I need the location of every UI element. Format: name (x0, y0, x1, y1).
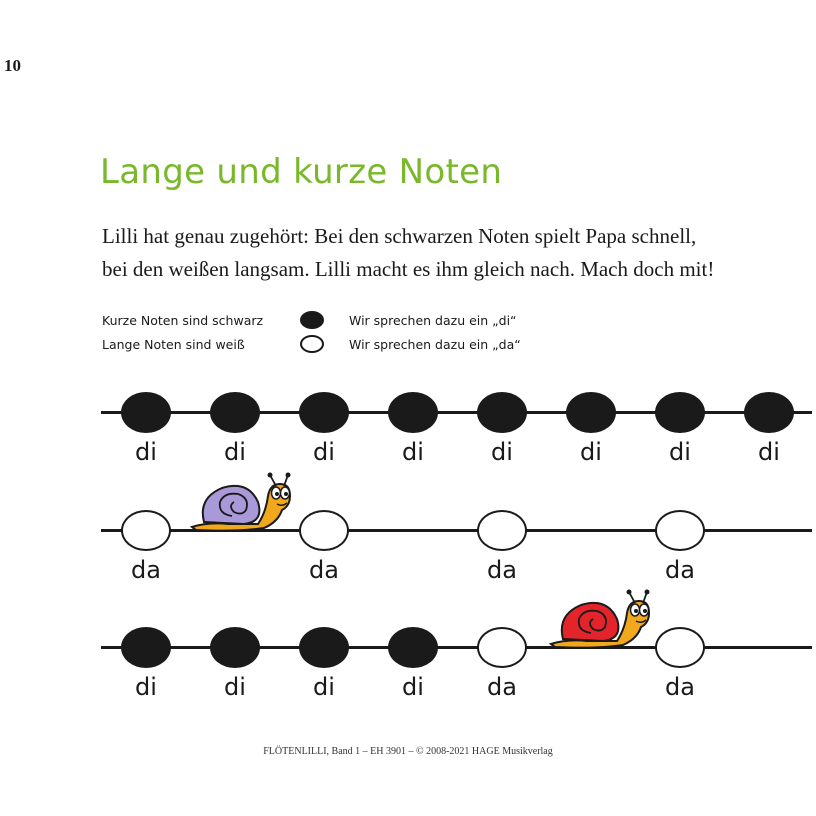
note-long (655, 510, 705, 551)
note-syllable: di (580, 438, 602, 466)
intro-text (102, 220, 802, 286)
note-syllable: di (669, 438, 691, 466)
note-short (388, 627, 438, 668)
snail-antenna-tip (286, 473, 291, 478)
note-long (477, 510, 527, 551)
note-long (477, 627, 527, 668)
snail-antenna-tip (627, 590, 632, 595)
legend-label: Lange Noten sind weiß (102, 337, 245, 352)
intro-line: Lilli hat genau zugehört: Bei den schwarzen Noten spielt Papa schnell, (102, 224, 697, 248)
purple-snail-illustration (188, 472, 300, 534)
legend-say: Wir sprechen dazu ein „da“ (349, 337, 521, 352)
staff-1 (0, 380, 816, 466)
note-syllable: da (665, 556, 695, 584)
note-syllable: di (313, 438, 335, 466)
note-short (121, 627, 171, 668)
page-number: 10 (4, 56, 21, 75)
note-syllable: di (224, 438, 246, 466)
note-short (388, 392, 438, 433)
page-title: Lange und kurze Noten (100, 152, 503, 192)
note-short (744, 392, 794, 433)
note-short (210, 392, 260, 433)
note-short (299, 392, 349, 433)
note-syllable: di (402, 673, 424, 701)
legend-say: Wir sprechen dazu ein „di“ (349, 313, 517, 328)
black-note-icon (300, 311, 324, 329)
note-syllable: di (758, 438, 780, 466)
note-syllable: di (313, 673, 335, 701)
note-syllable: da (309, 556, 339, 584)
staff-3 (0, 615, 816, 701)
note-syllable: di (135, 673, 157, 701)
note-short (655, 392, 705, 433)
snail-antenna-tip (268, 473, 273, 478)
staff-line (101, 411, 812, 414)
red-snail-illustration (547, 589, 659, 651)
note-long (121, 510, 171, 551)
note-long (655, 627, 705, 668)
note-syllable: da (487, 673, 517, 701)
snail-pupil (275, 492, 279, 496)
note-short (299, 627, 349, 668)
legend-label: Kurze Noten sind schwarz (102, 313, 264, 328)
staff-2 (0, 498, 816, 584)
note-syllable: di (135, 438, 157, 466)
note-short (477, 392, 527, 433)
note-long (299, 510, 349, 551)
snail-pupil (643, 609, 647, 613)
white-note-icon (300, 335, 324, 353)
snail-pupil (634, 609, 638, 613)
note-syllable: da (665, 673, 695, 701)
snail-antenna-tip (645, 590, 650, 595)
note-short (566, 392, 616, 433)
note-syllable: di (402, 438, 424, 466)
note-syllable: di (224, 673, 246, 701)
note-short (210, 627, 260, 668)
intro-line: bei den weißen langsam. Lilli macht es ihm gleich nach. Mach doch mit! (102, 257, 715, 281)
page-footer: FLÖTENLILLI, Band 1 – EH 3901 – © 2008-2021 HAGE Musikverlag (263, 746, 553, 757)
note-syllable: da (487, 556, 517, 584)
note-syllable: di (491, 438, 513, 466)
note-syllable: da (131, 556, 161, 584)
note-short (121, 392, 171, 433)
staff-line (101, 646, 812, 649)
snail-pupil (284, 492, 288, 496)
